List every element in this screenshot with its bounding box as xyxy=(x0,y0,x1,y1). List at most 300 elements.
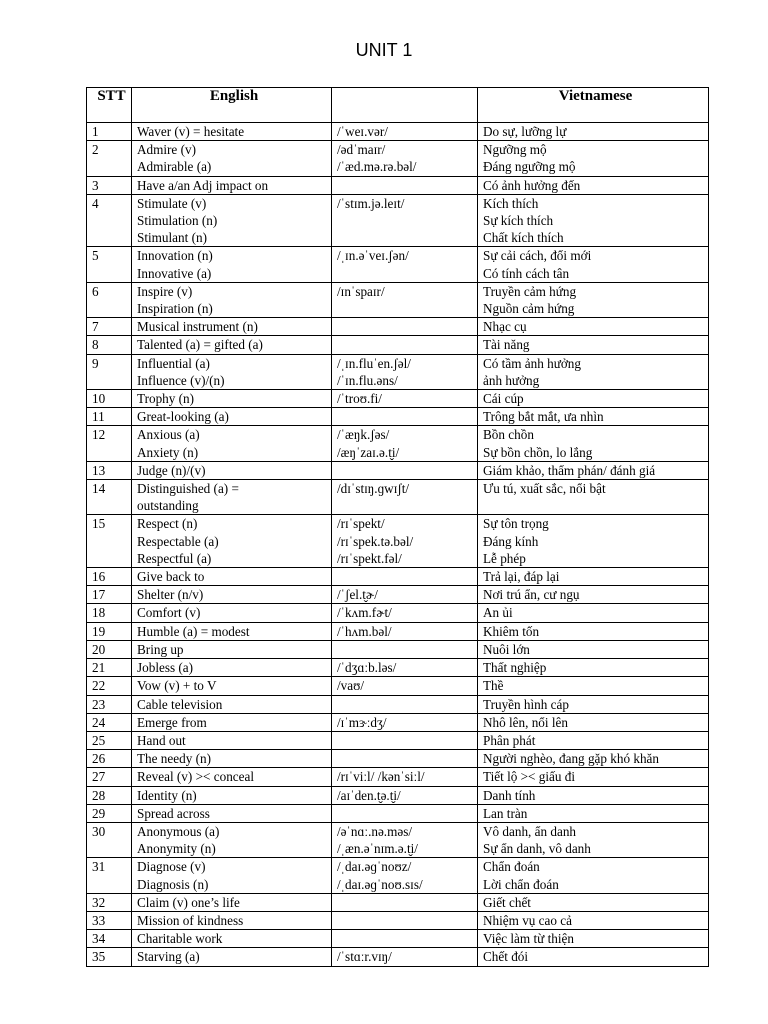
vietnamese-meaning: Chất kích thích xyxy=(483,230,564,246)
english-term: Talented (a) = gifted (a) xyxy=(137,337,263,353)
vietnamese-meaning-cell xyxy=(478,426,709,461)
row-number: 13 xyxy=(87,461,132,479)
vietnamese-meaning: ảnh hưởng xyxy=(483,372,540,388)
vocabulary-table xyxy=(86,87,709,967)
english-term: Respect (n) xyxy=(137,516,198,532)
english-term: Inspire (v) xyxy=(137,283,193,299)
vietnamese-meaning-cell xyxy=(478,858,709,893)
english-term: Respectful (a) xyxy=(137,550,212,566)
ipa-pronunciation-cell xyxy=(332,731,478,749)
vietnamese-meaning: Có tính cách tân xyxy=(483,265,570,281)
table-row xyxy=(87,713,709,731)
table-row xyxy=(87,677,709,695)
table-row xyxy=(87,858,709,893)
ipa-pronunciation: /ˌæn.əˈnɪm.ə.t̬i/ xyxy=(337,841,418,857)
vietnamese-meaning: Kích thích xyxy=(483,195,539,211)
ipa-pronunciation-cell xyxy=(332,804,478,822)
english-term: Humble (a) = modest xyxy=(137,623,250,639)
ipa-pronunciation: /ˈstɑːr.vɪŋ/ xyxy=(337,949,392,965)
english-term-cell xyxy=(132,713,332,731)
ipa-pronunciation: /ˈæd.mə.rə.bəl/ xyxy=(337,159,417,175)
english-term-cell xyxy=(132,515,332,568)
vietnamese-meaning: Việc làm từ thiện xyxy=(483,931,574,947)
vietnamese-meaning: Lời chẩn đoán xyxy=(483,876,559,892)
english-term: Claim (v) one’s life xyxy=(137,894,240,910)
table-body xyxy=(87,123,709,967)
row-number: 6 xyxy=(87,282,132,317)
english-term: Vow (v) + to V xyxy=(137,678,217,694)
english-term-cell xyxy=(132,176,332,194)
row-number: 27 xyxy=(87,768,132,786)
english-term-cell xyxy=(132,622,332,640)
vietnamese-meaning: Thất nghiệp xyxy=(483,660,547,676)
english-term: Anxiety (n) xyxy=(137,444,199,460)
english-term-cell xyxy=(132,141,332,176)
english-term-cell xyxy=(132,750,332,768)
row-number: 2 xyxy=(87,141,132,176)
row-number: 4 xyxy=(87,194,132,247)
english-term: Emerge from xyxy=(137,714,207,730)
ipa-pronunciation-cell xyxy=(332,786,478,804)
row-number: 26 xyxy=(87,750,132,768)
vietnamese-meaning: Có tầm ảnh hưởng xyxy=(483,355,581,371)
english-term: Anonymity (n) xyxy=(137,841,216,857)
ipa-pronunciation: /ˌɪn.əˈveɪ.ʃən/ xyxy=(337,248,409,264)
vietnamese-meaning: Chết đói xyxy=(483,949,529,965)
vietnamese-meaning-cell xyxy=(478,804,709,822)
english-term: Cable television xyxy=(137,696,223,712)
vietnamese-meaning: Tiết lộ >< giấu đi xyxy=(483,769,576,785)
ipa-pronunciation-cell xyxy=(332,354,478,389)
vietnamese-meaning: Danh tính xyxy=(483,787,536,803)
english-term: Musical instrument (n) xyxy=(137,319,258,335)
english-term: Waver (v) = hesitate xyxy=(137,124,245,139)
header-english: English xyxy=(132,88,332,123)
header-ipa xyxy=(332,88,478,123)
table-row xyxy=(87,822,709,857)
english-term-cell xyxy=(132,408,332,426)
ipa-pronunciation-cell xyxy=(332,282,478,317)
english-term-cell xyxy=(132,247,332,282)
row-number: 15 xyxy=(87,515,132,568)
vietnamese-meaning: Nơi trú ẩn, cư ngụ xyxy=(483,587,580,603)
english-term: Spread across xyxy=(137,805,210,821)
vietnamese-meaning-cell xyxy=(478,731,709,749)
ipa-pronunciation-cell xyxy=(332,318,478,336)
vietnamese-meaning: Sự kích thích xyxy=(483,213,554,229)
english-term-cell xyxy=(132,893,332,911)
ipa-pronunciation-cell xyxy=(332,568,478,586)
ipa-pronunciation-cell xyxy=(332,640,478,658)
vietnamese-meaning: Cái cúp xyxy=(483,391,524,407)
english-term-cell xyxy=(132,390,332,408)
ipa-pronunciation: /ədˈmaɪr/ xyxy=(337,142,386,158)
vietnamese-meaning: Phân phát xyxy=(483,732,536,748)
vietnamese-meaning-cell xyxy=(478,318,709,336)
english-term: Respectable (a) xyxy=(137,533,219,549)
ipa-pronunciation-cell xyxy=(332,586,478,604)
table-row xyxy=(87,480,709,515)
vietnamese-meaning: Thề xyxy=(483,678,504,694)
vietnamese-meaning-cell xyxy=(478,123,709,141)
ipa-pronunciation: /əˈnɑː.nə.məs/ xyxy=(337,823,413,839)
vietnamese-meaning: Nhiệm vụ cao cả xyxy=(483,912,572,928)
table-row xyxy=(87,318,709,336)
ipa-pronunciation-cell xyxy=(332,911,478,929)
vietnamese-meaning: Nguồn cảm hứng xyxy=(483,301,575,317)
row-number: 8 xyxy=(87,336,132,354)
vietnamese-meaning: Đáng kính xyxy=(483,533,539,549)
vietnamese-meaning: Do sự, lưỡng lự xyxy=(483,124,567,139)
vietnamese-meaning-cell xyxy=(478,911,709,929)
row-number: 7 xyxy=(87,318,132,336)
table-row xyxy=(87,640,709,658)
vietnamese-meaning-cell xyxy=(478,141,709,176)
ipa-pronunciation-cell xyxy=(332,948,478,966)
table-row xyxy=(87,247,709,282)
ipa-pronunciation-cell xyxy=(332,176,478,194)
vietnamese-meaning-cell xyxy=(478,390,709,408)
table-row xyxy=(87,282,709,317)
vietnamese-meaning-cell xyxy=(478,930,709,948)
english-term-cell xyxy=(132,930,332,948)
row-number: 29 xyxy=(87,804,132,822)
table-header-row xyxy=(87,88,709,123)
vietnamese-meaning-cell xyxy=(478,750,709,768)
row-number: 17 xyxy=(87,586,132,604)
english-term-cell xyxy=(132,461,332,479)
english-term: Charitable work xyxy=(137,931,223,947)
vietnamese-meaning: Nuôi lớn xyxy=(483,641,530,657)
english-term: Diagnose (v) xyxy=(137,859,206,875)
vietnamese-meaning-cell xyxy=(478,948,709,966)
vietnamese-meaning-cell xyxy=(478,893,709,911)
english-term: Stimulate (v) xyxy=(137,195,207,211)
vietnamese-meaning-cell xyxy=(478,768,709,786)
english-term: outstanding xyxy=(137,498,199,514)
vietnamese-meaning: Truyền cảm hứng xyxy=(483,283,577,299)
english-term-cell xyxy=(132,677,332,695)
vietnamese-meaning: Trông bắt mắt, ưa nhìn xyxy=(483,409,604,425)
english-term-cell xyxy=(132,948,332,966)
english-term: Judge (n)/(v) xyxy=(137,462,206,478)
ipa-pronunciation-cell xyxy=(332,604,478,622)
vietnamese-meaning: Ưu tú, xuất sắc, nổi bật xyxy=(483,481,606,497)
english-term: Mission of kindness xyxy=(137,912,244,928)
vietnamese-meaning: An ủi xyxy=(483,605,513,621)
english-term: Comfort (v) xyxy=(137,605,201,621)
ipa-pronunciation-cell xyxy=(332,858,478,893)
english-term-cell xyxy=(132,695,332,713)
english-term-cell xyxy=(132,282,332,317)
english-term: Diagnosis (n) xyxy=(137,876,209,892)
table-row xyxy=(87,911,709,929)
ipa-pronunciation: /rɪˈspekt.fəl/ xyxy=(337,550,402,566)
ipa-pronunciation-cell xyxy=(332,659,478,677)
row-number: 11 xyxy=(87,408,132,426)
ipa-pronunciation: /ɪnˈspaɪr/ xyxy=(337,283,385,299)
ipa-pronunciation-cell xyxy=(332,713,478,731)
vietnamese-meaning-cell xyxy=(478,354,709,389)
row-number: 30 xyxy=(87,822,132,857)
table-row xyxy=(87,336,709,354)
english-term: Anxious (a) xyxy=(137,427,200,443)
english-term-cell xyxy=(132,858,332,893)
row-number: 19 xyxy=(87,622,132,640)
table-row xyxy=(87,622,709,640)
vietnamese-meaning-cell xyxy=(478,659,709,677)
row-number: 20 xyxy=(87,640,132,658)
vietnamese-meaning: Tài năng xyxy=(483,337,530,353)
row-number: 10 xyxy=(87,390,132,408)
table-row xyxy=(87,750,709,768)
vietnamese-meaning: Giết chết xyxy=(483,894,531,910)
vietnamese-meaning: Nhô lên, nổi lên xyxy=(483,714,568,730)
english-term: Jobless (a) xyxy=(137,660,194,676)
vietnamese-meaning: Lan tràn xyxy=(483,805,528,821)
ipa-pronunciation-cell xyxy=(332,123,478,141)
vietnamese-meaning: Vô danh, ẩn danh xyxy=(483,823,577,839)
vietnamese-meaning-cell xyxy=(478,282,709,317)
table-row xyxy=(87,930,709,948)
ipa-pronunciation: /ɪˈmɝːdʒ/ xyxy=(337,714,387,730)
table-row xyxy=(87,768,709,786)
vietnamese-meaning: Giám khảo, thẩm phán/ đánh giá xyxy=(483,462,656,478)
vietnamese-meaning: Trả lại, đáp lại xyxy=(483,569,560,585)
table-row xyxy=(87,408,709,426)
table-row xyxy=(87,354,709,389)
row-number: 9 xyxy=(87,354,132,389)
row-number: 34 xyxy=(87,930,132,948)
vietnamese-meaning: Sự ẩn danh, vô danh xyxy=(483,841,591,857)
vietnamese-meaning-cell xyxy=(478,336,709,354)
vietnamese-meaning-cell xyxy=(478,640,709,658)
english-term-cell xyxy=(132,640,332,658)
vietnamese-meaning: Ngưỡng mộ xyxy=(483,142,547,158)
english-term: Shelter (n/v) xyxy=(137,587,204,603)
english-term: Innovative (a) xyxy=(137,265,212,281)
ipa-pronunciation-cell xyxy=(332,822,478,857)
english-term-cell xyxy=(132,822,332,857)
ipa-pronunciation: /rɪˈviːl/ /kənˈsiːl/ xyxy=(337,769,425,785)
ipa-pronunciation: /ˈɪn.flu.əns/ xyxy=(337,372,398,388)
ipa-pronunciation: /rɪˈspekt/ xyxy=(337,516,385,532)
ipa-pronunciation-cell xyxy=(332,893,478,911)
ipa-pronunciation: /rɪˈspek.tə.bəl/ xyxy=(337,533,414,549)
table-row xyxy=(87,804,709,822)
english-term-cell xyxy=(132,786,332,804)
english-term: Identity (n) xyxy=(137,787,197,803)
ipa-pronunciation-cell xyxy=(332,194,478,247)
table-row xyxy=(87,461,709,479)
ipa-pronunciation-cell xyxy=(332,622,478,640)
ipa-pronunciation-cell xyxy=(332,768,478,786)
english-term: Give back to xyxy=(137,569,205,585)
ipa-pronunciation: /ˈhʌm.bəl/ xyxy=(337,623,392,639)
vietnamese-meaning: Chẩn đoán xyxy=(483,859,540,875)
table-row xyxy=(87,426,709,461)
vietnamese-meaning: Truyền hình cáp xyxy=(483,696,569,712)
english-term: Influence (v)/(n) xyxy=(137,372,225,388)
english-term-cell xyxy=(132,336,332,354)
english-term: Have a/an Adj impact on xyxy=(137,177,269,193)
table-row xyxy=(87,731,709,749)
english-term: Stimulant (n) xyxy=(137,230,207,246)
table-row xyxy=(87,568,709,586)
ipa-pronunciation: /æŋˈzaɪ.ə.t̬i/ xyxy=(337,444,400,460)
english-term: Trophy (n) xyxy=(137,391,195,407)
vietnamese-meaning: Bồn chồn xyxy=(483,427,534,443)
english-term-cell xyxy=(132,604,332,622)
english-term-cell xyxy=(132,194,332,247)
english-term-cell xyxy=(132,568,332,586)
table-row xyxy=(87,604,709,622)
row-number: 3 xyxy=(87,176,132,194)
header-vietnamese: Vietnamese xyxy=(478,88,709,123)
english-term: Hand out xyxy=(137,732,186,748)
english-term: Inspiration (n) xyxy=(137,301,213,317)
vietnamese-meaning-cell xyxy=(478,677,709,695)
ipa-pronunciation: /ˈæŋk.ʃəs/ xyxy=(337,427,390,443)
row-number: 21 xyxy=(87,659,132,677)
table-row xyxy=(87,141,709,176)
ipa-pronunciation-cell xyxy=(332,426,478,461)
vietnamese-meaning: Sự bồn chồn, lo lắng xyxy=(483,444,593,460)
english-term: Bring up xyxy=(137,641,184,657)
vietnamese-meaning-cell xyxy=(478,604,709,622)
table-row xyxy=(87,123,709,141)
vietnamese-meaning-cell xyxy=(478,515,709,568)
ipa-pronunciation: /ˈweɪ.vər/ xyxy=(337,124,388,139)
row-number: 35 xyxy=(87,948,132,966)
ipa-pronunciation-cell xyxy=(332,141,478,176)
english-term: Stimulation (n) xyxy=(137,213,218,229)
english-term: Admirable (a) xyxy=(137,159,212,175)
ipa-pronunciation-cell xyxy=(332,336,478,354)
table-row xyxy=(87,194,709,247)
vietnamese-meaning-cell xyxy=(478,461,709,479)
vietnamese-meaning: Đáng ngưỡng mộ xyxy=(483,159,576,175)
ipa-pronunciation: /ˈtroʊ.fi/ xyxy=(337,391,382,407)
row-number: 23 xyxy=(87,695,132,713)
vietnamese-meaning-cell xyxy=(478,194,709,247)
ipa-pronunciation: /ˈdʒɑːb.ləs/ xyxy=(337,660,397,676)
english-term: Influential (a) xyxy=(137,355,210,371)
row-number: 12 xyxy=(87,426,132,461)
english-term-cell xyxy=(132,586,332,604)
ipa-pronunciation: /aɪˈden.t̬ə.t̬i/ xyxy=(337,787,401,803)
table-row xyxy=(87,659,709,677)
vietnamese-meaning-cell xyxy=(478,586,709,604)
ipa-pronunciation-cell xyxy=(332,247,478,282)
vietnamese-meaning-cell xyxy=(478,480,709,515)
ipa-pronunciation: /ˈkʌm.fɚt/ xyxy=(337,605,392,621)
ipa-pronunciation: /ˌdaɪ.əɡˈnoʊz/ xyxy=(337,859,412,875)
english-term-cell xyxy=(132,659,332,677)
row-number: 22 xyxy=(87,677,132,695)
ipa-pronunciation-cell xyxy=(332,408,478,426)
english-term: Distinguished (a) = xyxy=(137,481,239,497)
vietnamese-meaning-cell xyxy=(478,568,709,586)
vietnamese-meaning: Sự cải cách, đổi mới xyxy=(483,248,592,264)
row-number: 14 xyxy=(87,480,132,515)
table-row xyxy=(87,586,709,604)
english-term-cell xyxy=(132,911,332,929)
row-number: 18 xyxy=(87,604,132,622)
vietnamese-meaning-cell xyxy=(478,622,709,640)
vietnamese-meaning: Khiêm tốn xyxy=(483,623,540,639)
ipa-pronunciation-cell xyxy=(332,695,478,713)
row-number: 32 xyxy=(87,893,132,911)
ipa-pronunciation-cell xyxy=(332,515,478,568)
row-number: 1 xyxy=(87,123,132,141)
english-term: Reveal (v) >< conceal xyxy=(137,769,255,785)
english-term-cell xyxy=(132,768,332,786)
vietnamese-meaning-cell xyxy=(478,713,709,731)
ipa-pronunciation: /ˌdaɪ.əɡˈnoʊ.sɪs/ xyxy=(337,876,423,892)
table-row xyxy=(87,515,709,568)
ipa-pronunciation: /ˌɪn.fluˈen.ʃəl/ xyxy=(337,355,411,371)
vietnamese-meaning: Nhạc cụ xyxy=(483,319,527,335)
row-number: 28 xyxy=(87,786,132,804)
row-number: 31 xyxy=(87,858,132,893)
ipa-pronunciation-cell xyxy=(332,750,478,768)
row-number: 5 xyxy=(87,247,132,282)
ipa-pronunciation-cell xyxy=(332,480,478,515)
table-row xyxy=(87,948,709,966)
english-term: Innovation (n) xyxy=(137,248,213,264)
english-term-cell xyxy=(132,480,332,515)
ipa-pronunciation-cell xyxy=(332,677,478,695)
table-row xyxy=(87,695,709,713)
document-title: UNIT 1 xyxy=(355,40,413,60)
table-row xyxy=(87,786,709,804)
english-term-cell xyxy=(132,731,332,749)
ipa-pronunciation: /vaʊ/ xyxy=(337,678,365,694)
table-row xyxy=(87,176,709,194)
english-term: Anonymous (a) xyxy=(137,823,220,839)
row-number: 33 xyxy=(87,911,132,929)
vietnamese-meaning-cell xyxy=(478,176,709,194)
ipa-pronunciation: /dɪˈstɪŋ.ɡwɪʃt/ xyxy=(337,481,410,497)
english-term: The needy (n) xyxy=(137,751,211,767)
english-term-cell xyxy=(132,804,332,822)
english-term-cell xyxy=(132,123,332,141)
header-stt: STT xyxy=(87,88,132,123)
vietnamese-meaning: Người nghèo, đang gặp khó khăn xyxy=(483,751,660,767)
ipa-pronunciation: /ˈstɪm.jə.leɪt/ xyxy=(337,195,405,211)
table-row xyxy=(87,390,709,408)
vietnamese-meaning-cell xyxy=(478,247,709,282)
vietnamese-meaning-cell xyxy=(478,695,709,713)
ipa-pronunciation-cell xyxy=(332,461,478,479)
ipa-pronunciation-cell xyxy=(332,390,478,408)
english-term-cell xyxy=(132,426,332,461)
ipa-pronunciation: /ˈʃel.t̬ɚ/ xyxy=(337,587,378,603)
row-number: 24 xyxy=(87,713,132,731)
vietnamese-meaning-cell xyxy=(478,822,709,857)
vietnamese-meaning: Có ảnh hưởng đến xyxy=(483,177,581,193)
english-term: Admire (v) xyxy=(137,142,196,158)
english-term-cell xyxy=(132,318,332,336)
english-term-cell xyxy=(132,354,332,389)
row-number: 25 xyxy=(87,731,132,749)
english-term: Great-looking (a) xyxy=(137,409,229,425)
vietnamese-meaning: Sự tôn trọng xyxy=(483,516,549,532)
row-number: 16 xyxy=(87,568,132,586)
english-term: Starving (a) xyxy=(137,949,200,965)
ipa-pronunciation-cell xyxy=(332,930,478,948)
